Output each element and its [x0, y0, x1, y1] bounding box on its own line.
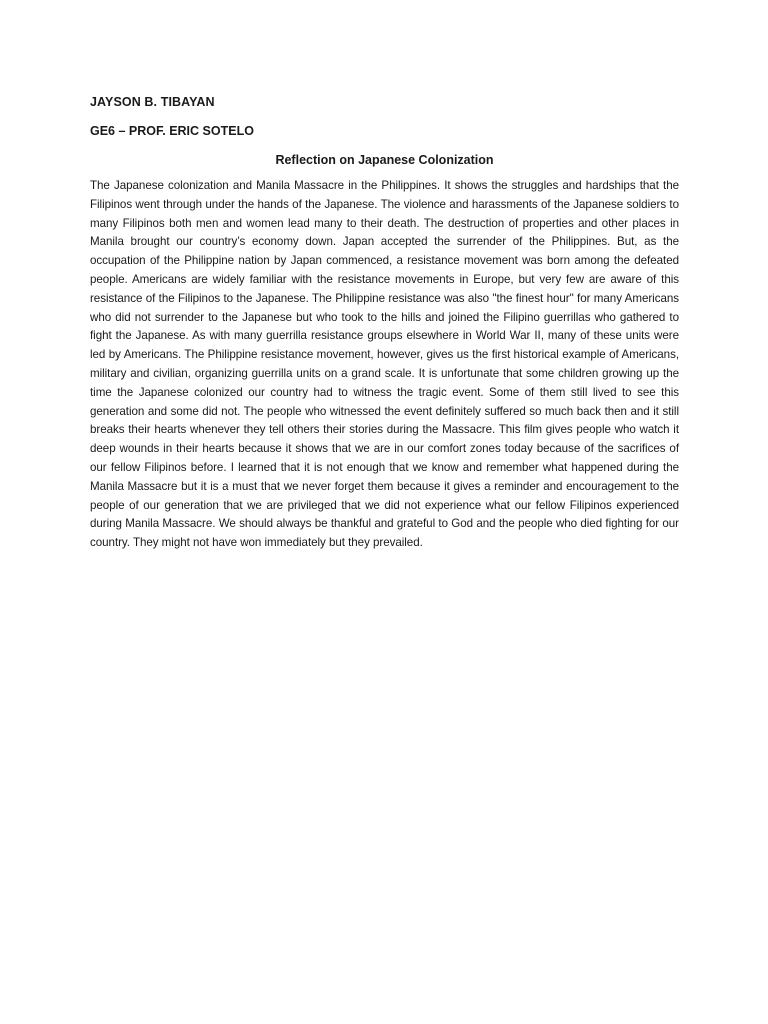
author-name: JAYSON B. TIBAYAN [90, 95, 215, 109]
body-paragraph: The Japanese colonization and Manila Massacre in the Philippines. It shows the struggles and hardships that the Filipinos went through under the hands of the Japanese. The violence and harassments of the Japanese soldiers to many Filipinos both men and women lead many to their death. The destruction of properties and other places in Manila brought our country’s economy down. Japan accepted the surrender of the Philippines. But, as the occupation of the Philippine nation by Japan commenced, a resistance movement was born among the defeated people. Americans are widely familiar with the resistance movements in Europe, but very few are aware of this resistance of the Filipinos to the Japanese. The Philippine resistance was also "the finest hour" for many Americans who did not surrender to the Japanese but who took to the hills and joined the Filipino guerrillas who gathered to fight the Japanese. As with many guerrilla resistance groups elsewhere in World War II, many of these units were led by Americans. The Philippine resistance movement, however, gives us the first historical example of Americans, military and civilian, organizing guerrilla units on a grand scale. It is unfortunate that some children growing up the time the Japanese colonized our country had to witness the tragic event. Some of them still lived to see this generation and some did not. The people who witnessed the event definitely suffered so much back then and it still breaks their hearts whenever they tell others their stories during the Massacre. This film gives people who watch it deep wounds in their hearts because it shows that we are in our comfort zones today because of the sacrifices of our fellow Filipinos before. I learned that it is not enough that we know and remember what happened during the Manila Massacre but it is a must that we never forget them because it gives a reminder and encouragement to the people of our generation that we are privileged that we did not experience what our fellow Filipinos experienced during Manila Massacre. We should always be thankful and grateful to God and the people who died fighting for our country. They might not have won immediately but they prevailed. [90, 179, 679, 550]
course-line: GE6 – PROF. ERIC SOTELO [90, 124, 254, 138]
document-page [90, 94, 679, 553]
document-title: Reflection on Japanese Colonization [275, 153, 494, 167]
